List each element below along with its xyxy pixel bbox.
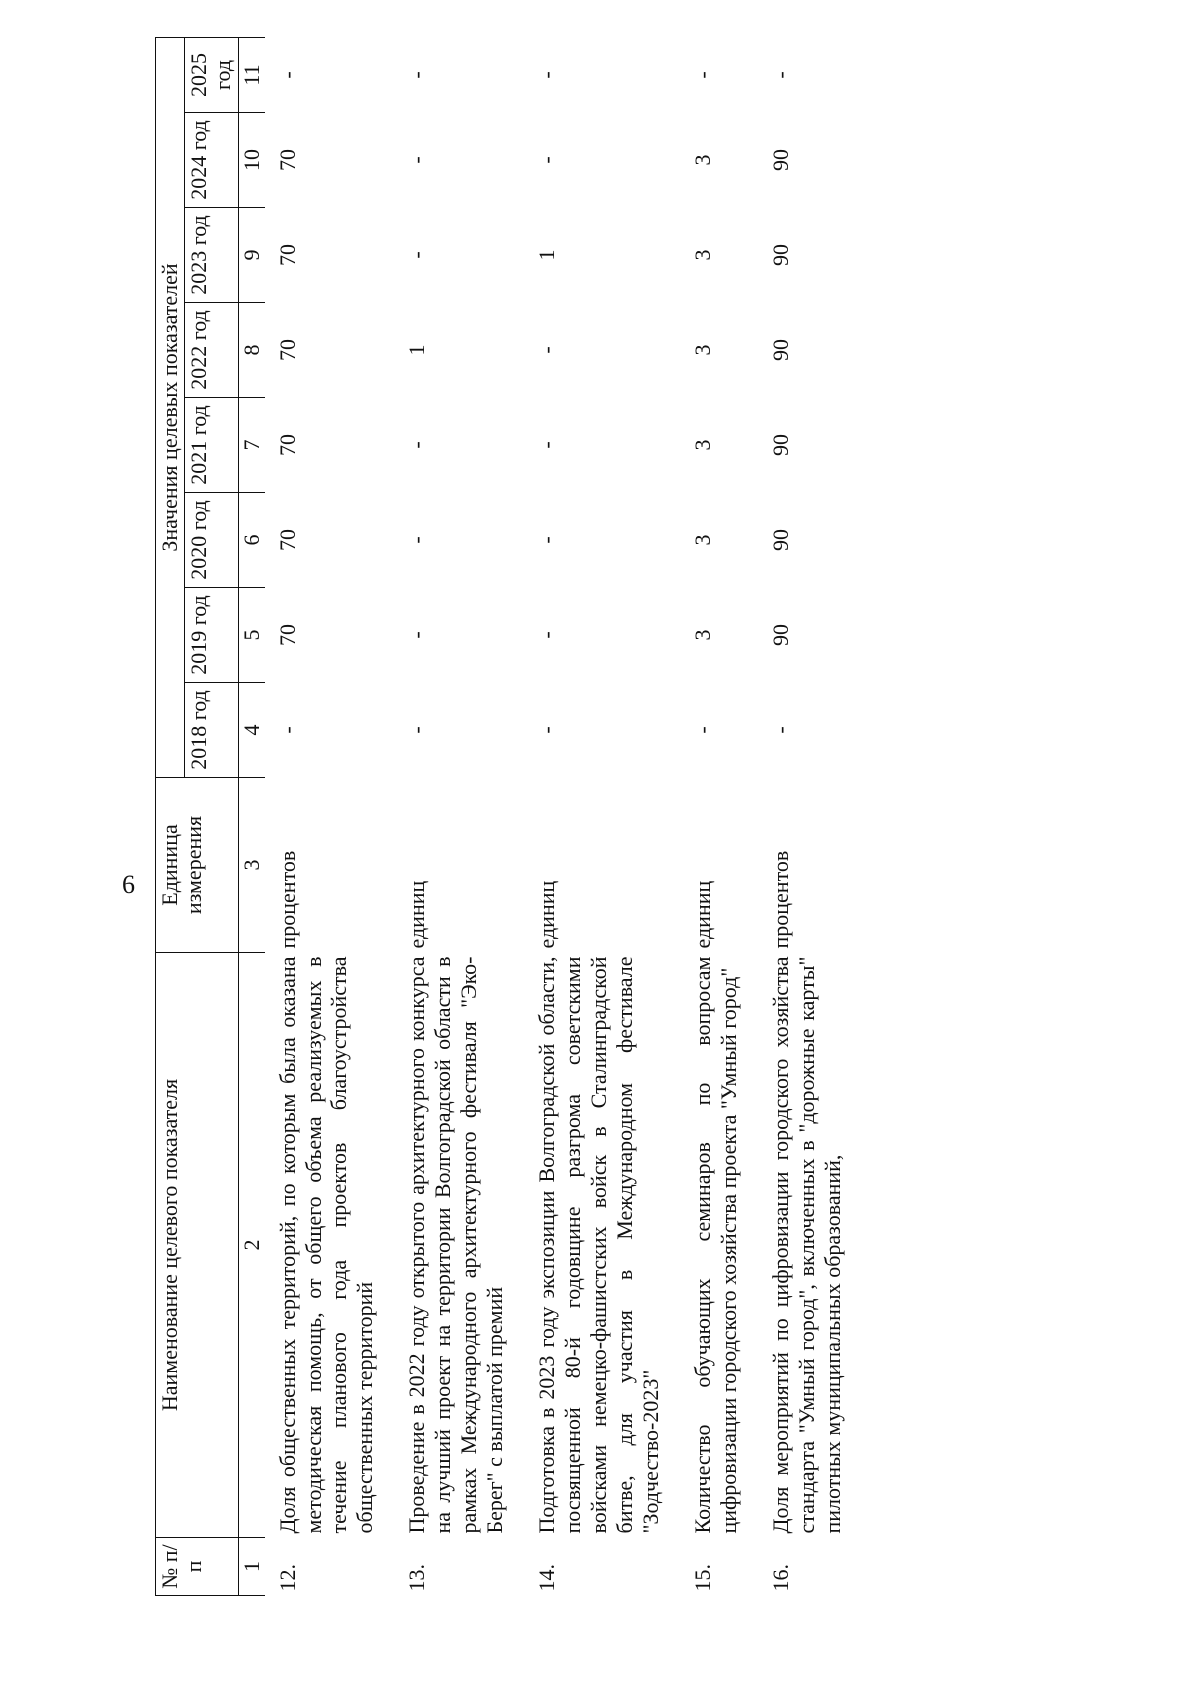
value-cell: 3 <box>689 344 715 356</box>
unit-cell: процентов <box>767 850 793 949</box>
value-cell: 90 <box>767 149 793 171</box>
column-number: 10 <box>238 113 265 208</box>
value-cell: 90 <box>767 624 793 646</box>
table-row <box>394 37 524 1595</box>
value-cell: 70 <box>274 624 300 646</box>
column-number: 9 <box>238 208 265 303</box>
value-cell: 70 <box>274 149 300 171</box>
value-cell: - <box>767 71 793 79</box>
table-row <box>265 37 395 1595</box>
value-cell: - <box>404 251 430 259</box>
value-cell: 3 <box>689 154 715 166</box>
table-row <box>758 37 862 1595</box>
indicator-name: Подготовка в 2023 году экспозиции Волгоградской области, посвященной 80-й годовщине разгрома советскими войсками немецко-фашистских войск в Сталинградской битве, для участия в Международном фестивале "Зодчество-2023" <box>534 956 663 1534</box>
value-cell: - <box>534 536 560 544</box>
header-unit: Единица измерения <box>156 778 239 953</box>
row-number: 13. <box>404 1564 430 1592</box>
column-number: 2 <box>238 953 265 1538</box>
value-cell: 70 <box>274 244 300 266</box>
value-cell: 70 <box>274 529 300 551</box>
table-row <box>524 37 680 1595</box>
column-number: 1 <box>238 1538 265 1596</box>
column-number: 11 <box>238 37 265 112</box>
header-year: 2018 год <box>185 683 238 778</box>
value-cell: - <box>404 71 430 79</box>
header-name: Наименование целевого показателя <box>156 953 239 1538</box>
unit-cell: единиц <box>404 880 430 949</box>
indicator-name: Доля мероприятий по цифровизации городского хозяйства стандарта "Умный город", включенных в "дорожные карты" пилотных муниципальных образований, <box>767 956 845 1534</box>
value-cell: 3 <box>689 629 715 641</box>
value-cell: - <box>274 726 300 734</box>
value-cell: - <box>404 536 430 544</box>
table-row <box>680 37 758 1595</box>
header-year: 2022 год <box>185 303 238 398</box>
column-number: 4 <box>238 683 265 778</box>
value-cell: - <box>404 441 430 449</box>
unit-cell: единиц <box>534 880 560 949</box>
header-year: 2025 год <box>185 37 238 112</box>
page-number: 6 <box>122 870 135 899</box>
value-cell: - <box>767 726 793 734</box>
header-year: 2021 год <box>185 398 238 493</box>
value-cell: - <box>274 71 300 79</box>
value-cell: - <box>534 346 560 354</box>
value-cell: 90 <box>767 244 793 266</box>
value-cell: 1 <box>534 249 560 261</box>
value-cell: 70 <box>274 434 300 456</box>
row-number: 15. <box>689 1564 715 1592</box>
header-year: 2023 год <box>185 208 238 303</box>
value-cell: 90 <box>767 434 793 456</box>
column-number: 7 <box>238 398 265 493</box>
value-cell: 70 <box>274 339 300 361</box>
column-number: 6 <box>238 493 265 588</box>
value-cell: - <box>534 441 560 449</box>
unit-cell: единиц <box>689 880 715 949</box>
header-year: 2019 год <box>185 588 238 683</box>
row-number: 16. <box>767 1564 793 1592</box>
unit-cell: процентов <box>274 850 300 949</box>
value-cell: - <box>534 631 560 639</box>
column-number: 5 <box>238 588 265 683</box>
value-cell: - <box>534 726 560 734</box>
value-cell: 90 <box>767 529 793 551</box>
value-cell: - <box>689 726 715 734</box>
row-number: 12. <box>274 1564 300 1592</box>
indicator-name: Количество обучающих семинаров по вопросам цифровизации городского хозяйства проекта "Умный город" <box>689 956 741 1534</box>
indicator-name: Проведение в 2022 году открытого архитектурного конкурса на лучший проект на территории Волгоградской области в рамках Международного архитектурного фестиваля "Эко-Берег" с выплатой премий <box>404 956 508 1534</box>
header-year: 2020 год <box>185 493 238 588</box>
indicator-name: Доля общественных территорий, по которым была оказана методическая помощь, от общего объема реализуемых в течение планового года проектов благоустройства общественных территорий <box>274 956 378 1534</box>
value-cell: - <box>534 156 560 164</box>
rotated-page-content <box>155 52 1035 1596</box>
value-cell: 3 <box>689 439 715 451</box>
header-values-group: Значения целевых показателей <box>156 37 185 777</box>
value-cell: 1 <box>404 344 430 356</box>
header-num: № п/п <box>156 1538 239 1596</box>
header-year: 2024 год <box>185 113 238 208</box>
value-cell: - <box>404 156 430 164</box>
value-cell: 3 <box>689 534 715 546</box>
value-cell: - <box>404 631 430 639</box>
value-cell: - <box>404 726 430 734</box>
value-cell: - <box>534 71 560 79</box>
target-indicators-table <box>155 37 862 1596</box>
value-cell: 90 <box>767 339 793 361</box>
value-cell: - <box>689 71 715 79</box>
value-cell: 3 <box>689 249 715 261</box>
row-number: 14. <box>534 1564 560 1592</box>
column-number: 3 <box>238 778 265 953</box>
column-number: 8 <box>238 303 265 398</box>
